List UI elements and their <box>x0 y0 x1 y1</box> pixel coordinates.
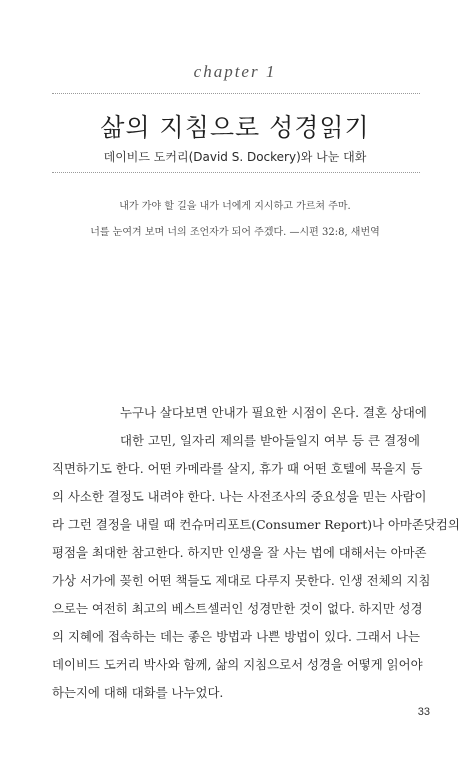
chapter-subtitle: 데이비드 도커리(David S. Dockery)와 나눈 대화 <box>103 150 367 164</box>
body-line: 데이비드 도커리 박사와 함께, 삶의 지침으로서 성경을 어떻게 읽어야 <box>52 657 423 672</box>
body-line: 가상 서가에 꽂힌 어떤 책들도 제대로 다루지 못한다. 인생 전체의 지침 <box>52 573 431 588</box>
body-line: 누구나 살다보면 안내가 필요한 시점이 온다. 결혼 상대에 <box>120 405 427 420</box>
body-line: 라 그런 결정을 내릴 때 컨슈머리포트(Consumer Report)나 아마존닷컴의 <box>52 517 460 532</box>
epigraph-line-2: 너를 눈여겨 보며 너의 조언자가 되어 주겠다. —시편 32:8, 새번역 <box>90 227 380 238</box>
page-number: 33 <box>417 706 430 718</box>
body-line: 의 사소한 결정도 내려야 한다. 나는 사전조사의 중요성을 믿는 사람이 <box>52 489 427 504</box>
chapter-label: chapter 1 <box>193 62 277 81</box>
top-divider <box>52 93 420 94</box>
body-line: 직면하기도 한다. 어떤 카메라를 살지, 휴가 때 어떤 호텔에 묵을지 등 <box>52 461 423 476</box>
body-line: 의 지혜에 접속하는 데는 좋은 방법과 나쁜 방법이 있다. 그래서 나는 <box>52 629 420 644</box>
bottom-divider <box>52 172 420 173</box>
body-line: 평점을 최대한 참고한다. 하지만 인생을 잘 사는 법에 대해서는 아마존 <box>52 545 427 560</box>
body-line: 하는지에 대해 대화를 나누었다. <box>52 685 224 700</box>
chapter-title: 삶의 지침으로 성경읽기 <box>100 113 370 142</box>
body-line: 으로는 여전히 최고의 베스트셀러인 성경만한 것이 없다. 하지만 성경 <box>52 601 423 616</box>
body-line: 대한 고민, 일자리 제의를 받아들일지 여부 등 큰 결정에 <box>120 433 420 448</box>
epigraph-line-1: 내가 가야 할 길을 내가 너에게 지시하고 가르쳐 주마. <box>119 201 351 212</box>
